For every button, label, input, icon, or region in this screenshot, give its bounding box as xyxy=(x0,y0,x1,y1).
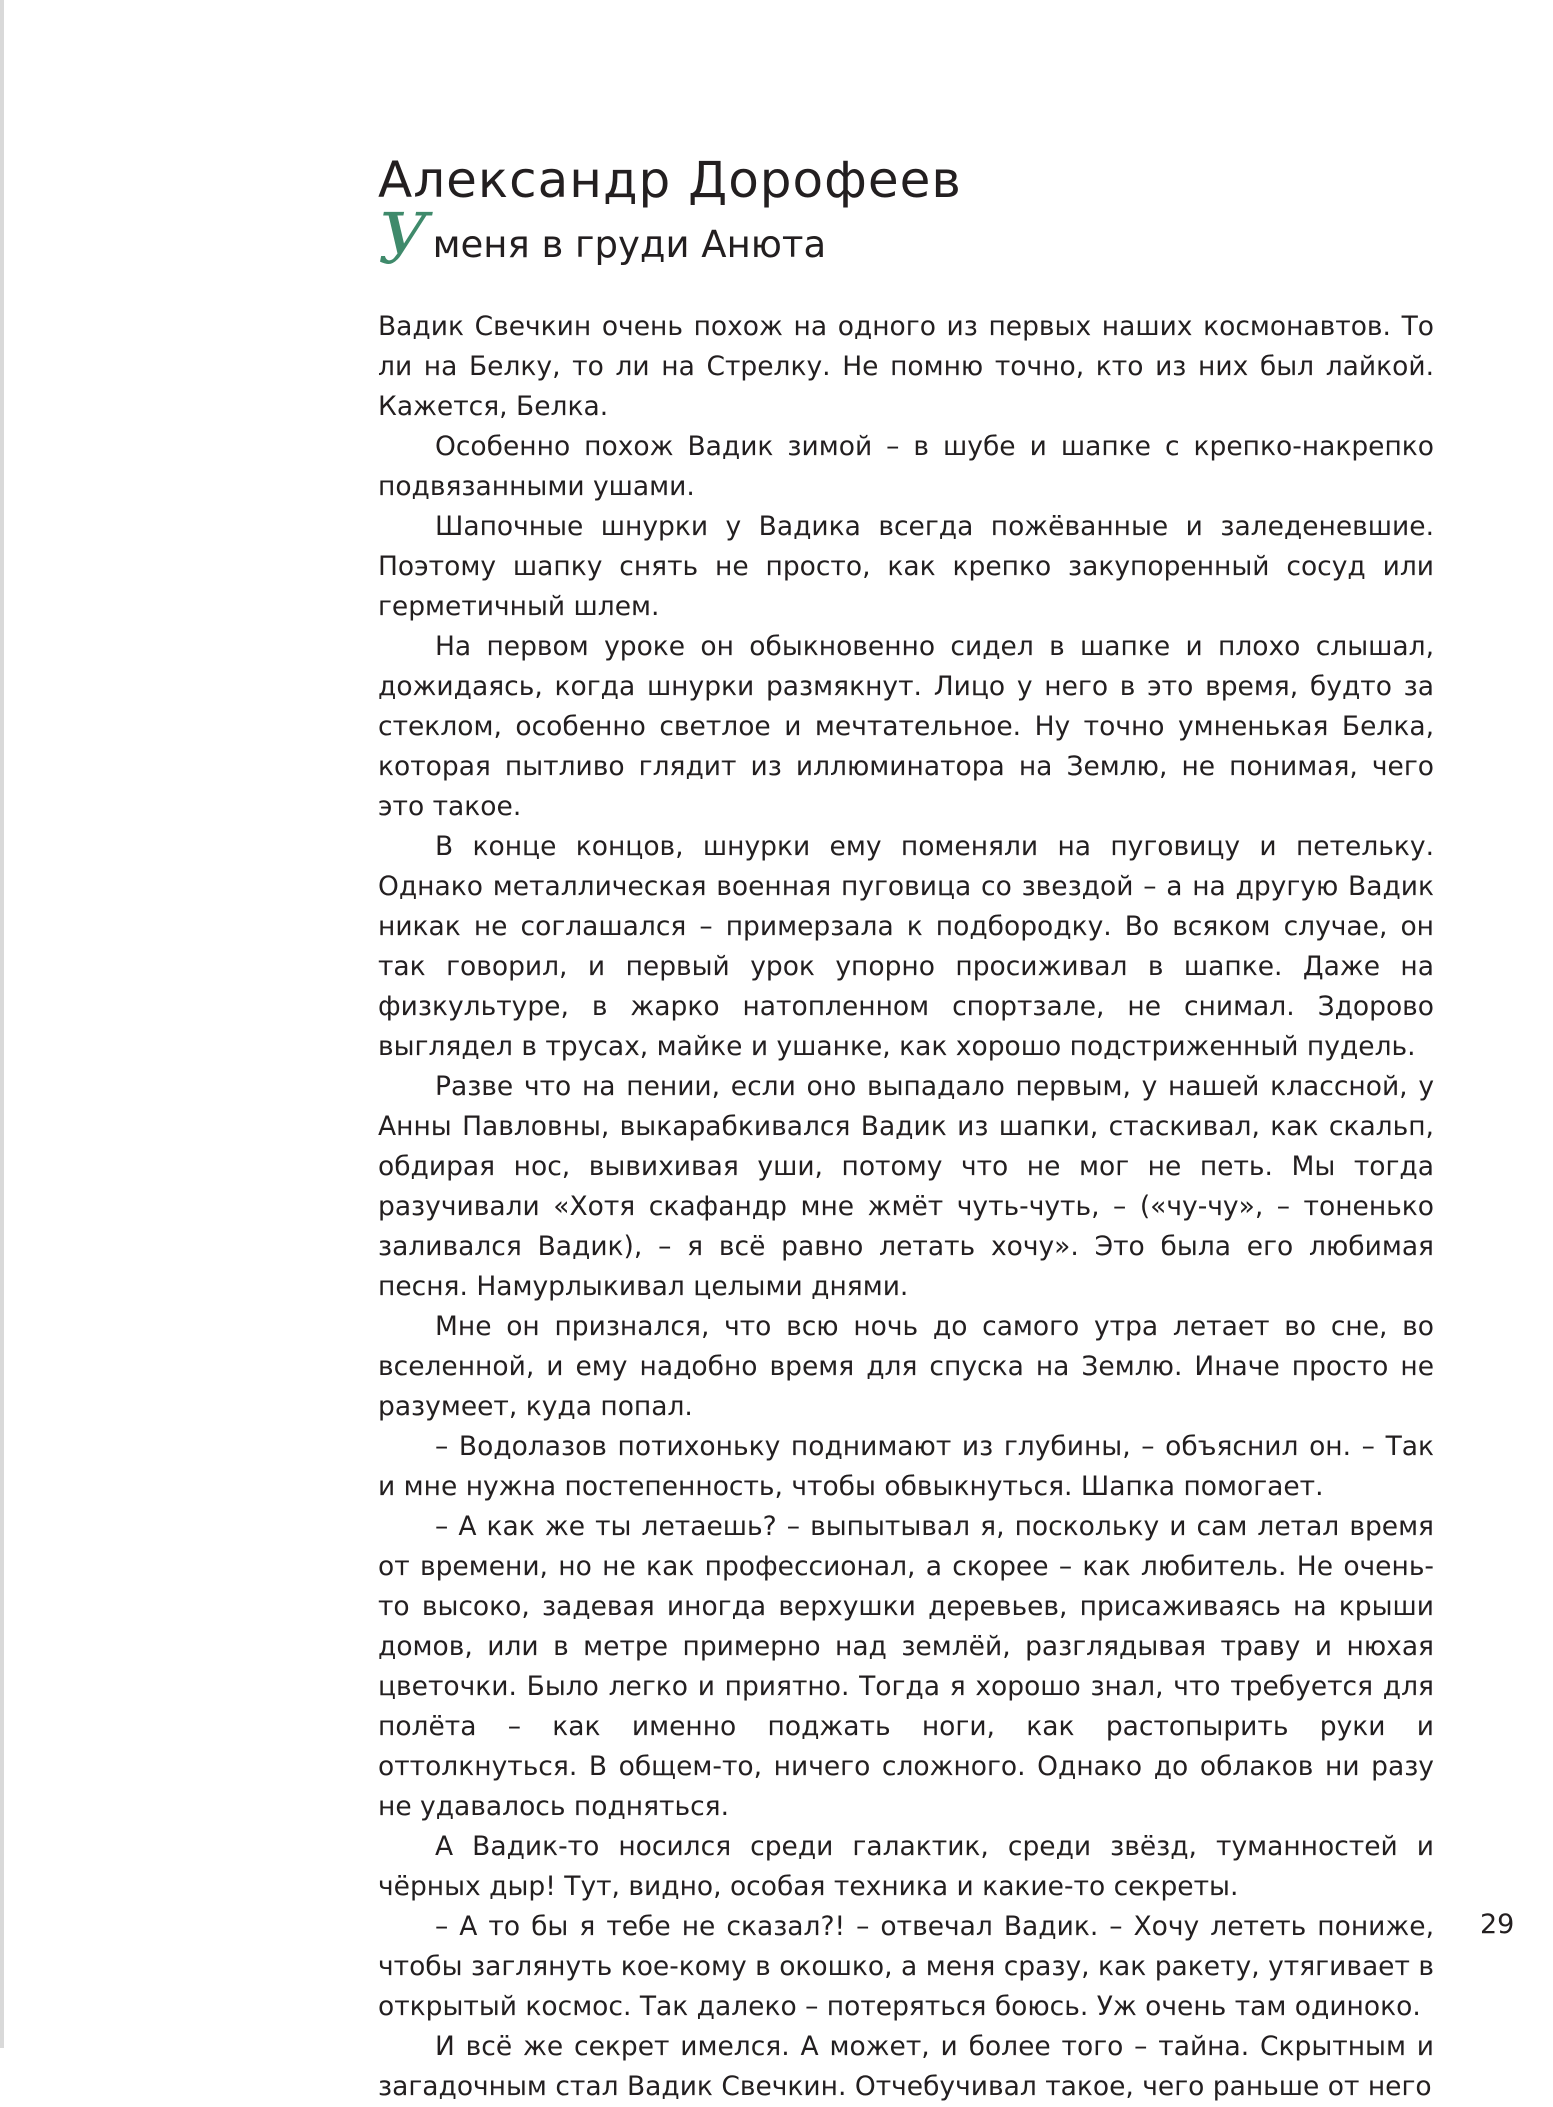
page-content xyxy=(378,150,1434,2107)
paragraph-12: И всё же секрет имелся. А может, и более того – тайна. Скрытным и загадочным стал Вадик Свечкин. Отчебучивал такое, чего раньше от него xyxy=(378,2031,1434,2102)
paragraph-4: На первом уроке он обыкновенно сидел в шапке и плохо слышал, дожидаясь, когда шнурки размякнут. Лицо у него в это время, будто за стеклом, особенно светлое и мечтательное. Ну точно умненькая Белка, которая пытливо глядит из иллюминатора на Землю, не понимая, чего это такое. xyxy=(378,631,1434,822)
paragraph-10: А Вадик-то носился среди галактик, среди звёзд, туманностей и чёрных дыр! Тут, видно, особая техника и какие-то секреты. xyxy=(378,1831,1434,1902)
paragraph-5: В конце концов, шнурки ему поменяли на пуговицу и петельку. Однако металлическая военная пуговица со звездой – а на другую Вадик никак не соглашался – примерзала к подбородку. Во всяком случае, он так говорил, и первый урок упорно просиживал в шапке. Даже на физкультуре, в жарко натопленном спортзале, не снимал. Здорово выглядел в трусах, майке и ушанке, как хорошо подстриженный пудель. xyxy=(378,831,1434,1062)
author-name: Александр Дорофеев xyxy=(378,151,962,209)
story-title xyxy=(378,198,1434,280)
paragraph-11: – А то бы я тебе не сказал?! – отвечал Вадик. – Хочу лететь пониже, чтобы заглянуть кое-кому в окошко, а меня сразу, как ракету, утягивает в открытый космос. Так далеко – потеряться боюсь. Уж очень там одиноко. xyxy=(378,1911,1434,2022)
paragraph-8: – Водолазов потихоньку поднимают из глубины, – объяснил он. – Так и мне нужна постепенность, чтобы обвыкнуться. Шапка помогает. xyxy=(378,1431,1434,1502)
paragraph-3: Шапочные шнурки у Вадика всегда пожёванные и заледеневшие. Поэтому шапку снять не просто, как крепко закупоренный сосуд или герметичный шлем. xyxy=(378,511,1434,622)
title-text: меня в груди Анюта xyxy=(432,223,827,266)
paragraph-1: Вадик Свечкин очень похож на одного из первых наших космонавтов. То ли на Белку, то ли на Стрелку. Не помню точно, кто из них был лайкой. Кажется, Белка. xyxy=(378,311,1434,422)
title-drop-cap: У xyxy=(378,198,429,280)
paragraph-9: – А как же ты летаешь? – выпытывал я, поскольку и сам летал время от времени, но не как профессионал, а скорее – как любитель. Не очень-то высоко, задевая иногда верхушки деревьев, присаживаясь на крыши домов, или в метре примерно над землёй, разглядывая траву и нюхая цветочки. Было легко и приятно. Тогда я хорошо знал, что требуется для полёта – как именно поджать ноги, как растопырить руки и оттолкнуться. В общем-то, ничего сложного. Однако до облаков ни разу не удавалось подняться. xyxy=(378,1511,1434,1822)
story-text xyxy=(378,307,1434,2107)
paragraph-7: Мне он признался, что всю ночь до самого утра летает во сне, во вселенной, и ему надобно время для спуска на Землю. Иначе просто не разумеет, куда попал. xyxy=(378,1311,1434,1422)
paragraph-2: Особенно похож Вадик зимой – в шубе и шапке с крепко-накрепко подвязанными ушами. xyxy=(378,431,1434,502)
page-number: 29 xyxy=(1480,1909,1515,1940)
page-left-edge xyxy=(0,0,4,2048)
paragraph-6: Разве что на пении, если оно выпадало первым, у нашей классной, у Анны Павловны, выкарабкивался Вадик из шапки, стаскивал, как скальп, обдирая нос, вывихивая уши, потому что не мог не петь. Мы тогда разучивали «Хотя скафандр мне жмёт чуть-чуть, – («чу-чу», – тоненько заливался Вадик), – я всё равно летать хочу». Это была его любимая песня. Намурлыкивал целыми днями. xyxy=(378,1071,1434,1302)
